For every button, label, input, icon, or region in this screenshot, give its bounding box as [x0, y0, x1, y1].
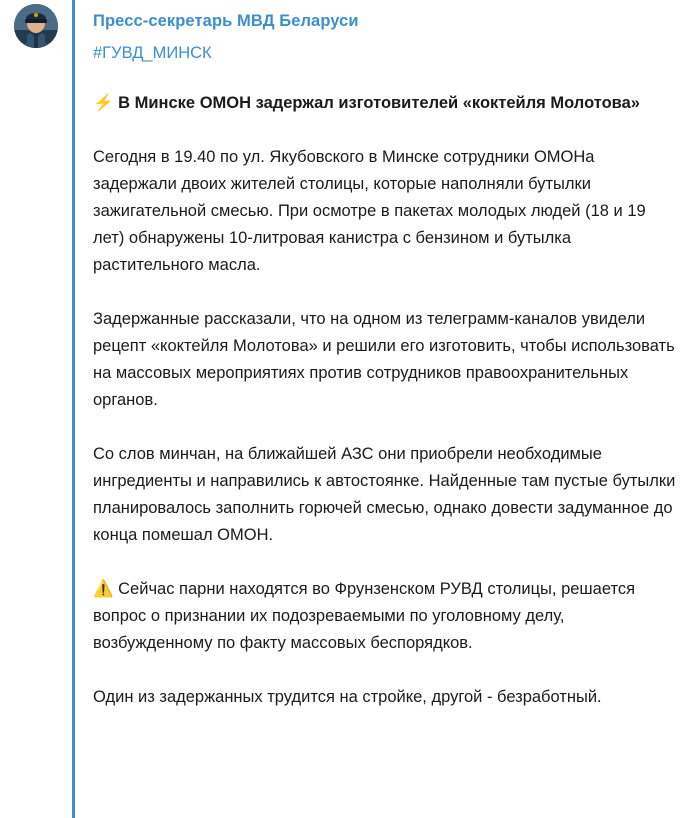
warning-text: Сейчас парни находятся во Фрунзенском РУВД столицы, решается вопрос о признании их подозреваемыми по уголовному делу, возбужденному по факту массовых беспорядков.	[93, 580, 636, 652]
message-container	[72, 0, 692, 818]
avatar[interactable]	[14, 4, 58, 48]
message-closing-paragraph: Один из задержанных трудится на стройке, другой - безработный.	[93, 688, 602, 706]
hashtag-link[interactable]: #ГУВД_МИНСК	[93, 44, 212, 62]
high-voltage-icon: ⚡	[93, 94, 114, 112]
message-paragraph-2: Задержанные рассказали, что на одном из телеграмм-каналов увидели рецепт «коктейля Молотова» и решили его изготовить, чтобы использовать на массовых мероприятиях против сотрудников правоохранительных органов.	[93, 310, 675, 409]
message-paragraph-3: Со слов минчан, на ближайшей АЗС они приобрели необходимые ингредиенты и направились к автостоянке. Найденные там пустые бутылки планировалось заполнить горючей смесью, однако довести задуманное до конца помешал ОМОН.	[93, 445, 676, 544]
message-body	[93, 90, 676, 711]
officer-avatar-icon	[14, 4, 58, 48]
headline-text: В Минске ОМОН задержал изготовителей «коктейля Молотова»	[118, 94, 640, 112]
message-author[interactable]: Пресс-секретарь МВД Беларуси	[93, 12, 359, 30]
warning-icon: ⚠️	[93, 580, 114, 598]
message-headline	[93, 90, 676, 117]
message-warning-paragraph	[93, 576, 676, 657]
message-paragraph-1: Сегодня в 19.40 по ул. Якубовского в Минске сотрудники ОМОНа задержали двоих жителей столицы, которые наполняли бутылки зажигательной смесью. При осмотре в пакетах молодых людей (18 и 19 лет) обнаружены 10-литровая канистра с бензином и бутылка растительного масла.	[93, 148, 646, 274]
